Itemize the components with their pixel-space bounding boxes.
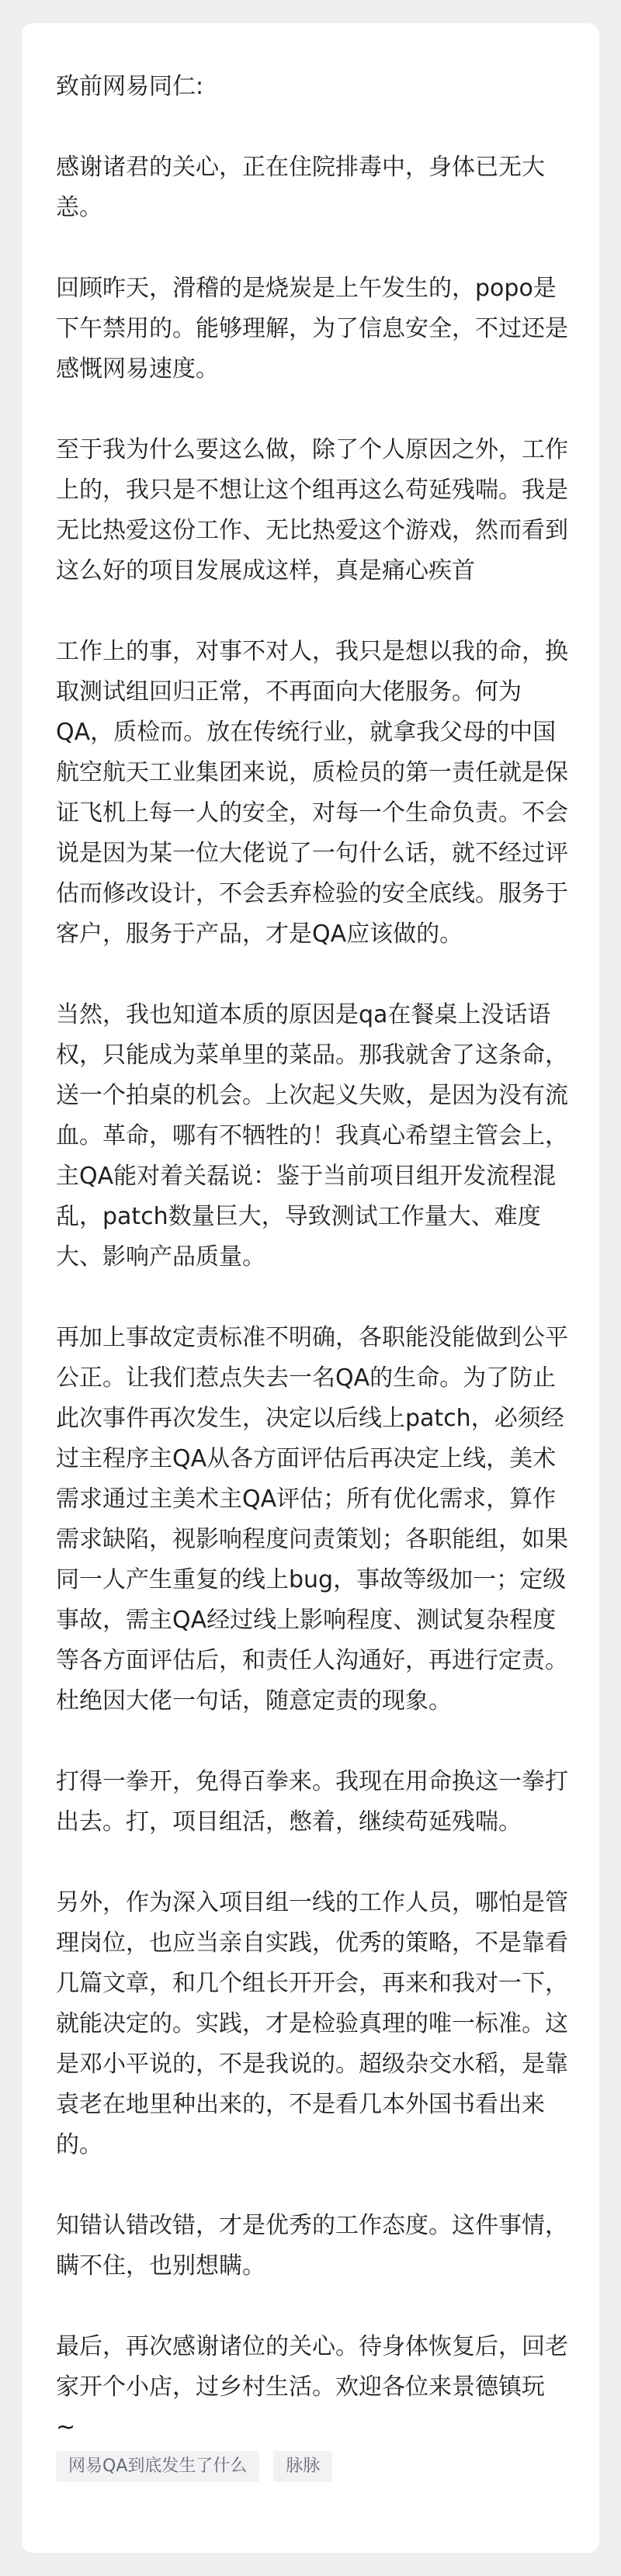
post-paragraph: 知错认错改错，才是优秀的工作态度。这件事情，瞒不住，也别想瞒。 — [56, 2212, 568, 2280]
post-paragraph: 打得一拳开，免得百拳来。我现在用命换这一拳打出去。打，项目组活，憋着，继续苟延残喘。 — [56, 1768, 568, 1836]
post-paragraph: 最后，再次感谢诸位的关心。待身体恢复后，回老家开个小店，过乡村生活。欢迎各位来景德镇玩 ~ — [56, 2333, 568, 2441]
post-paragraph: 当然，我也知道本质的原因是qa在餐桌上没话语权，只能成为菜单里的菜品。那我就舍了这条命，送一个拍桌的机会。上次起义失败，是因为没有流血。革命，哪有不牺牲的！我真心希望主管会上，主QA能对着关磊说：鉴于当前项目组开发流程混乱，patch数量巨大，导致测试工作量大、难度大、影响产品质量。 — [56, 1001, 568, 1271]
post-card — [22, 23, 599, 2553]
post-greeting: 致前网易同仁: — [56, 73, 204, 100]
post-paragraph: 至于我为什么要这么做，除了个人原因之外，工作上的，我只是不想让这个组再这么苟延残喘。我是无比热爱这份工作、无比热爱这个游戏，然而看到这么好的项目发展成这样，真是痛心疾首 — [56, 436, 568, 584]
post-paragraph: 另外，作为深入项目组一线的工作人员，哪怕是管理岗位，也应当亲自实践，优秀的策略，不是靠看几篇文章，和几个组长开开会，再来和我对一下，就能决定的。实践，才是检验真理的唯一标准。这是邓小平说的，不是我说的。超级杂交水稻，是靠袁老在地里种出来的，不是看几本外国书看出来的。 — [56, 1889, 568, 2158]
topic-tag[interactable]: 网易QA到底发生了什么 — [56, 2451, 259, 2482]
post-body — [56, 67, 568, 2448]
post-paragraph: 工作上的事，对事不对人，我只是想以我的命，换取测试组回归正常，不再面向大佬服务。何为QA，质检而。放在传统行业，就拿我父母的中国航空航天工业集团来说，质检员的第一责任就是保证飞机上每一人的安全，对每一个生命负责。不会说是因为某一位大佬说了一句什么话，就不经过评估而修改设计，不会丢弃检验的安全底线。服务于客户，服务于产品，才是QA应该做的。 — [56, 638, 568, 948]
topic-tags — [56, 2451, 332, 2482]
post-paragraph: 再加上事故定责标准不明确，各职能没能做到公平公正。让我们惹点失去一名QA的生命。为了防止此次事件再次发生，决定以后线上patch，必须经过主程序主QA从各方面评估后再决定上线，美术需求通过主美术主QA评估；所有优化需求，算作需求缺陷，视影响程度问责策划；各职能组，如果同一人产生重复的线上bug，事故等级加一；定级事故，需主QA经过线上影响程度、测试复杂程度等各方面评估后，和责任人沟通好，再进行定责。杜绝因大佬一句话，随意定责的现象。 — [56, 1324, 568, 1714]
topic-tag[interactable]: 脉脉 — [273, 2451, 332, 2482]
post-paragraph: 回顾昨天，滑稽的是烧炭是上午发生的，popo是下午禁用的。能够理解，为了信息安全，不过还是感慨网易速度。 — [56, 275, 568, 383]
post-paragraph: 感谢诸君的关心，正在住院排毒中，身体已无大恙。 — [56, 154, 545, 221]
